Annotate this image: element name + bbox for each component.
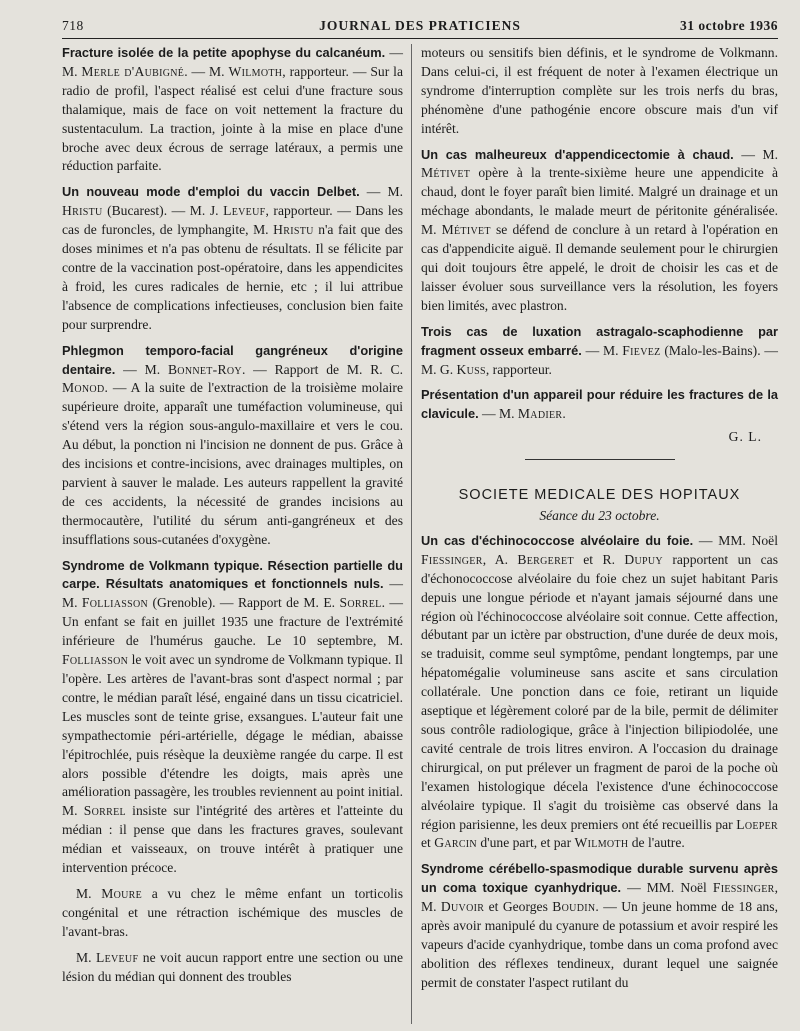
article-title: Un cas malheureux d'appendicectomie à chaud. — [421, 146, 734, 162]
page-header — [62, 14, 778, 39]
author-name: Folliasson — [62, 652, 129, 668]
right-column — [421, 44, 778, 1000]
article-title: Trois cas de luxation astragalo-scaphodienne par fragment osseux embarré. — [421, 323, 778, 358]
journal-title: JOURNAL DES PRATICIENS — [319, 18, 521, 33]
section-heading: SOCIETE MEDICALE DES HOPITAUX — [458, 487, 741, 504]
section-divider — [525, 459, 675, 460]
article-temporo-facial-phlegmon: Phlegmon temporo-facial gangréneux d'origine dentaire. — M. Bonnet-Roy. — Rapport de M. R. C. Monod. — A la suite de l'extraction de la troisième molaire supérieure droite, apparaît une tuméfaction volumineuse, qui s'étend vers la région sous-angulo-maxillaire et vers le cou. Au début, la ponction ni l'incision ne donnent de pus. Grâce à des incisions et contre-incisions, avec drainages multiples, on parvient à sauver le malade. Les auteurs rappellent la gravité de ces accidents, la nécessité de grandes incisions au thermocautère, l'utilité du sérum anti-gangréneux et des insufflations sous-cutanées d'oxygène. — [62, 342, 403, 547]
article-title: Phlegmon temporo-facial gangréneux d'origine dentaire. — [62, 342, 403, 377]
article-title: Syndrome cérébello-spasmodique durable survenu après un coma toxique cyanhydrique. — [421, 861, 778, 896]
author-name: Hristu — [273, 222, 314, 238]
author-name: Bergeret — [517, 551, 574, 567]
author-name: Hristu — [62, 203, 103, 219]
author-name: Wilmoth — [574, 835, 629, 851]
author-name: Wilmoth — [228, 63, 283, 79]
author-name: Folliasson — [81, 595, 149, 611]
article-appendicectomy: Un cas malheureux d'appendicectomie à chaud. — M. Métivet opère à la trente-sixième heure une appendicite à chaud, dont le foyer paraît bien limité. Malgré un drainage et un méchage abondants, le malade meurt de péritonite généralisée. M. Métivet se défend de conclure à un retard à l'opération en cas d'appendicite aiguë. Il demande seulement pour le chirurgien qui doit toujours être appelé, le droit de choisir les cas et de laisser évoluer sous surveillance vers la résolution, les foyers bien limités, avec plastron. — [421, 146, 778, 313]
author-name: Fiessinger — [421, 551, 483, 567]
paragraph-continuation: moteurs ou sensitifs bien définis, et le syndrome de Volkmann. Dans celui-ci, il est fréquent de noter à l'examen électrique un syndrome d'interruption complète sur les trois nerfs du bras, phénomène d'une pathogénie encore obscure mais d'un vif intérêt. — [421, 45, 778, 136]
author-name: Sorrel — [339, 595, 382, 611]
article-title: Un cas d'échinococcose alvéolaire du foie. — [421, 532, 694, 548]
session-date: Séance du 23 octobre. — [539, 508, 660, 524]
author-name: Leveuf — [223, 203, 266, 219]
article-title: Fracture isolée de la petite apophyse du calcanéum. — [62, 45, 386, 60]
author-name: Madier — [517, 406, 563, 422]
author-name: Garcin — [434, 835, 477, 851]
author-name: Dupuy — [624, 551, 663, 567]
article-volkmann-syndrome: Syndrome de Volkmann typique. Résection partielle du carpe. Résultats anatomiques et fonctionnels nuls. — M. Folliasson (Grenoble). — Rapport de M. E. Sorrel. — Un enfant se fait en juillet 1935 une fracture de l'extrémité inférieure de l'humérus gauche. Le 10 septembre, M. Folliasson le voit avec un syndrome de Volkmann typique. Il l'opère. Les artères de l'avant-bras sont d'aspect normal ; par contre, le médian paraît lésé, engainé dans un tissu cicatriciel. Les muscles sont de teinte grise, exsangues. L'auteur fait une sympathectomie péri-artérielle, dégage le médian, abaisse l'épitrochlée, puis résèque la deuxième rangée du carpe. Il est alors possible d'étendre les doigts, mais après une amélioration passagère, les troubles reviennent au point initial. M. Sorrel insiste sur l'intégrité des artères et l'atteinte du médian : il pense que dans les fractures graves, soulevant médian et vaisseaux, on trouve intérêt à pratiquer une intervention précoce. — [62, 557, 404, 876]
author-name: Métivet — [421, 165, 471, 181]
author-name: Leveuf — [95, 949, 139, 965]
author-name: Monod — [62, 380, 105, 396]
column-divider — [411, 44, 412, 1024]
author-name: Boudin — [552, 899, 596, 915]
author-name: Fiessinger — [712, 880, 775, 896]
article-delbet-vaccine: Un nouveau mode d'emploi du vaccin Delbet. — M. Hristu (Bucarest). — M. J. Leveuf, rapporteur. — Dans les cas de furoncles, de lymphangite, M. Hristu n'a fait que des doses minimes et n'a pas obtenu de résultats. Il se félicite par contre de la vaccination post-opératoire, dans les appendicites à froid, les cures radicales de hernie, etc ; il lui attribue l'absence de complications infectieuses, conclusion bien faite pour surprendre. — [62, 184, 403, 332]
author-name: Merle d'Aubigné — [81, 63, 185, 79]
author-name: Métivet — [441, 222, 491, 238]
article-cerebello-spasmodic: Syndrome cérébello-spasmodique durable survenu après un coma toxique cyanhydrique. — MM. Noël Fiessinger, M. Duvoir et Georges Boudin. — Un jeune homme de 18 ans, après avoir manipulé du cyanure de potassium et avoir respiré les vapeurs d'acide cyanhydrique, tombe dans un coma profond avec abolition des réflexes tendineux, durant lequel une saignée permit de constater l'aspect rutilant du — [421, 861, 779, 990]
article-clavicle-apparatus: Présentation d'un appareil pour réduire les fractures de la clavicule. — M. Madier. — [421, 387, 778, 422]
article-astragalo-scaphoid-luxation: Trois cas de luxation astragalo-scaphodienne par fragment osseux embarré. — M. Fievez (Malo-les-Bains). — M. G. Kuss, rapporteur. — [421, 323, 778, 377]
article-echinococcosis: Un cas d'échinococcose alvéolaire du foie. — MM. Noël Fiessinger, A. Bergeret et R. Dupuy rapportent un cas d'échonococcose alvéolaire du foie chez un sujet habitant Paris depuis une longue période et n'ayant jamais séjourné dans une région où l'échinococcose alvéolaire soit connue. Cette affection, débutant par un ictère par obstruction, d'une durée de deux mois, se traduisit, comme seul symptôme, pendant longtemps, par une hépatomégalie volumineuse sans ascite et sans circulation collatérale. Une ponction dans ce foie, retirant un liquide aseptique et légèrement coloré par de la bile, permit de délimiter sous contrôle radiologique, grâce à l'injection bilipiodolée, une cavité centrale de trois litres environ. A l'occasion du drainage chirurgical, on put prélever un fragment de paroi de la poche où l'examen histologique décela l'existence d'une échinococcose alvéolaire typique. Il s'agit du troisième cas observé dans la région parisienne, les deux premiers ont été recueillis par Loeper et Garcin d'une part, et par Wilmoth de l'autre. — [421, 532, 778, 851]
left-column — [62, 44, 403, 994]
author-name: Sorrel — [83, 803, 126, 819]
author-name: Loeper — [736, 816, 778, 832]
article-title: Syndrome de Volkmann typique. Résection partielle du carpe. Résultats anatomiques et fonctionnels nuls. — [62, 557, 403, 592]
author-name: Moure — [101, 885, 142, 901]
author-name: Bonnet-Roy — [167, 361, 242, 377]
issue-date: 31 octobre 1936 — [680, 18, 778, 33]
article-calcaneum-fracture: Fracture isolée de la petite apophyse du calcanéum. — M. Merle d'Aubigné. — M. Wilmoth, rapporteur. — Sur la radio de profil, l'aspect réalisé est celui d'une fracture sous thalamique, mais de face on voit nettement la fracture du sustentaculum. La traction, jointe à la mise en place d'une broche avec deux écrous de serrage latéraux, a permis une réduction parfaite. — [62, 45, 403, 174]
page-number: 718 — [62, 18, 84, 33]
author-name: Fievez — [622, 342, 661, 358]
author-name: Kuss — [456, 361, 486, 377]
author-name: Duvoir — [440, 899, 485, 915]
paragraph-moure: M. Moure a vu chez le même enfant un torticolis congénital et une rétraction ischémique des muscles de l'avant-bras. — [62, 885, 403, 939]
article-title: Présentation d'un appareil pour réduire les fractures de la clavicule. — [421, 387, 778, 422]
article-title: Un nouveau mode d'emploi du vaccin Delbet. — [62, 184, 360, 200]
paragraph-leveuf: M. Leveuf ne voit aucun rapport entre une section ou une lésion du médian qui donnent des troubles — [62, 949, 403, 984]
signature: G. L. — [728, 429, 762, 445]
